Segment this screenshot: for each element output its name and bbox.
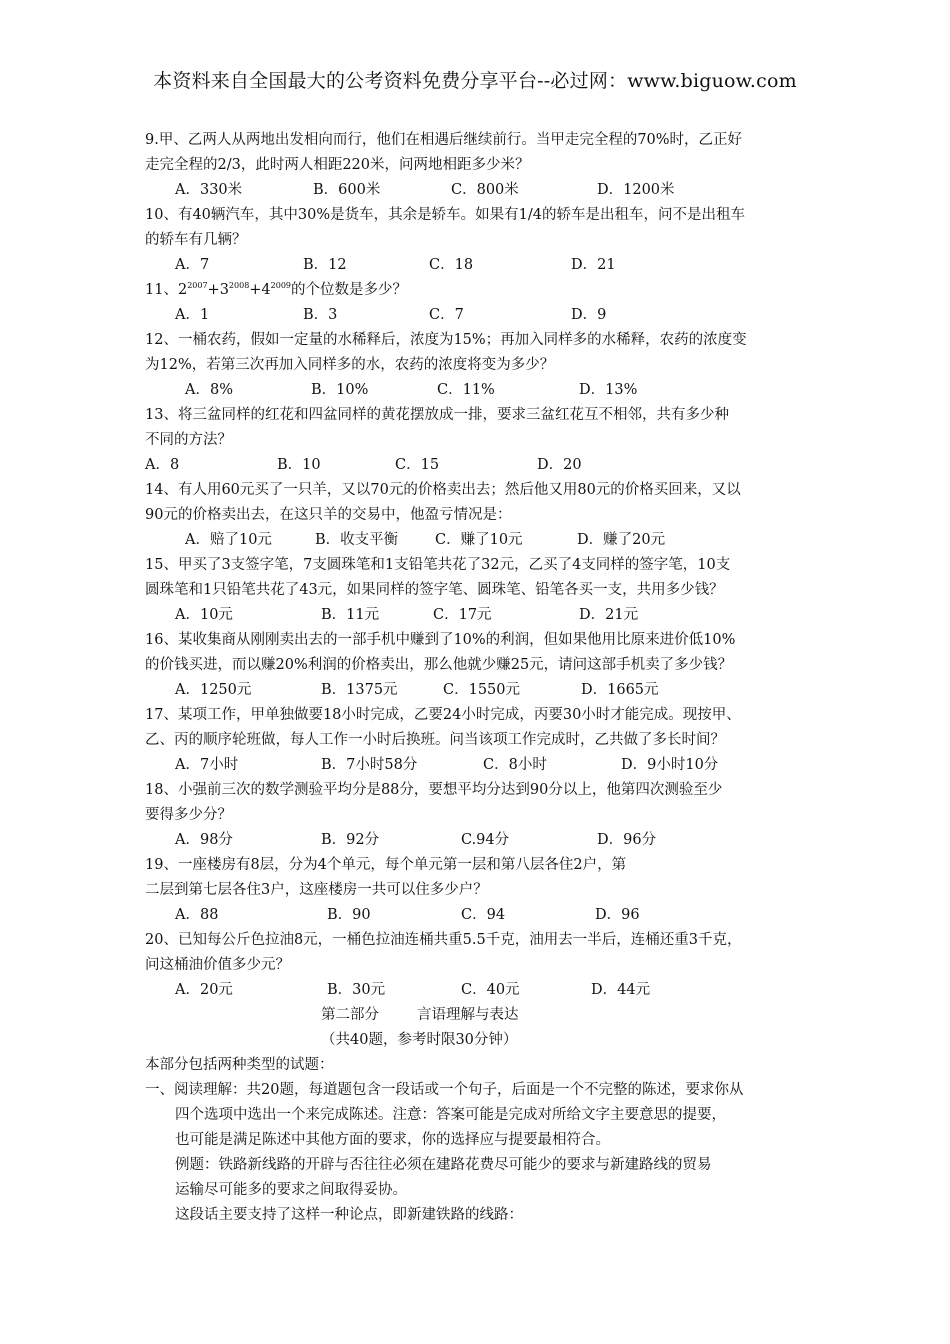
q16-line1: 16、某收集商从刚刚卖出去的一部手机中赚到了10%的利润，但如果他用比原来进价低10% <box>145 632 736 648</box>
q17-options <box>145 753 815 778</box>
q9-options <box>145 178 815 203</box>
part2-title-part: 第二部分 <box>321 1007 379 1023</box>
q10-option-d: D．21 <box>571 257 616 273</box>
q11-suffix: 的个位数是多少？ <box>291 282 408 298</box>
q12-line1: 12、一桶农药，假如一定量的水稀释后，浓度为15%；再加入同样多的水稀释，农药的浓度变 <box>145 332 747 348</box>
q10-option-c: C．18 <box>429 257 474 273</box>
q12-option-b: B．10% <box>311 382 369 398</box>
q19-option-b: B．90 <box>327 907 371 923</box>
q18-option-b: B．92分 <box>321 832 380 848</box>
q18-option-a: A．98分 <box>175 832 233 848</box>
q14-line2: 90元的价格卖出去，在这只羊的交易中，他盈亏情况是： <box>145 507 512 523</box>
q15-option-b: B．11元 <box>321 607 380 623</box>
q10-option-a: A．7 <box>175 257 210 273</box>
q16-options <box>145 678 815 703</box>
q9-option-a: A．330米 <box>175 182 243 198</box>
section1-line2: 四个选项中选出一个来完成陈述。注意：答案可能是完成对所给文字主要意思的提要， <box>175 1107 726 1123</box>
q19-line1: 19、一座楼房有8层，分为4个单元，每个单元第一层和第八层各住2户，第 <box>145 857 627 873</box>
q13-line1: 13、将三盆同样的红花和四盆同样的黄花摆放成一排，要求三盆红花互不相邻，共有多少种 <box>145 407 729 423</box>
q14-option-c: C．赚了10元 <box>435 532 523 548</box>
q19-line2: 二层到第七层各住3户，这座楼房一共可以住多少户？ <box>145 882 488 898</box>
q16-option-c: C．1550元 <box>443 682 520 698</box>
q10-options <box>145 253 815 278</box>
q11-line <box>145 278 815 303</box>
q20-line1: 20、已知每公斤色拉油8元，一桶色拉油连桶共重5.5千克，油用去一半后，连桶还重3千克， <box>145 932 742 948</box>
q12-option-d: D．13% <box>579 382 638 398</box>
section1-line3: 也可能是满足陈述中其他方面的要求，你的选择应与提要最相符合。 <box>175 1132 610 1148</box>
q9-option-c: C．800米 <box>451 182 519 198</box>
q9-line2: 走完全程的2/3，此时两人相距220米，问两地相距多少米？ <box>145 157 530 173</box>
q11-exp1: 2007 <box>187 281 208 290</box>
part2-subtitle: （共40题，参考时限30分钟） <box>321 1032 518 1048</box>
q15-option-d: D．21元 <box>579 607 639 623</box>
q11-exp3: 2009 <box>270 281 292 290</box>
q13-option-c: C．15 <box>395 457 440 473</box>
q19-options <box>145 903 815 928</box>
q15-option-c: C．17元 <box>433 607 492 623</box>
q20-option-b: B．30元 <box>327 982 386 998</box>
q9-option-d: D．1200米 <box>597 182 675 198</box>
q14-options <box>145 528 815 553</box>
q18-option-c: C.94分 <box>461 832 510 848</box>
q20-option-c: C．40元 <box>461 982 520 998</box>
q16-option-a: A．1250元 <box>175 682 252 698</box>
q16-option-b: B．1375元 <box>321 682 398 698</box>
q17-option-d: D．9小时10分 <box>621 757 719 773</box>
q19-option-d: D．96 <box>595 907 640 923</box>
q18-line1: 18、小强前三次的数学测验平均分是88分，要想平均分达到90分以上，他第四次测验至少 <box>145 782 723 798</box>
example-line1: 例题：铁路新线路的开辟与否往往必须在建路花费尽可能少的要求与新建路线的贸易 <box>175 1157 712 1173</box>
q12-option-a: A．8% <box>185 382 233 398</box>
part2-title-name: 言语理解与表达 <box>417 1007 519 1023</box>
q12-options <box>145 378 815 403</box>
q17-option-b: B．7小时58分 <box>321 757 418 773</box>
q15-options <box>145 603 815 628</box>
q16-line2: 的价钱买进，而以赚20%利润的价格卖出，那么他就少赚25元，请问这部手机卖了多少钱？ <box>145 657 733 673</box>
q13-option-d: D．20 <box>537 457 582 473</box>
q14-option-d: D．赚了20元 <box>577 532 666 548</box>
q9-option-b: B．600米 <box>313 182 381 198</box>
q14-line1: 14、有人用60元买了一只羊，又以70元的价格卖出去；然后他又用80元的价格买回来，又以 <box>145 482 741 498</box>
q18-options <box>145 828 815 853</box>
q15-line1: 15、甲买了3支签字笔，7支圆珠笔和1支铅笔共花了32元，乙买了4支同样的签字笔，10支 <box>145 557 731 573</box>
section1-line1: 一、阅读理解：共20题，每道题包含一段话或一个句子，后面是一个不完整的陈述，要求你从 <box>145 1082 744 1098</box>
q17-line1: 17、某项工作，甲单独做要18小时完成，乙要24小时完成，丙要30小时才能完成。现按甲、 <box>145 707 741 723</box>
q20-line2: 问这桶油价值多少元？ <box>145 957 290 973</box>
q11-exp2: 2008 <box>228 281 250 290</box>
q15-line2: 圆珠笔和1只铅笔共花了43元，如果同样的签字笔、圆珠笔、铅笔各买一支，共用多少钱？ <box>145 582 724 598</box>
q12-line2: 为12%，若第三次再加入同样多的水，农药的浓度将变为多少？ <box>145 357 555 373</box>
example-line2: 运输尽可能多的要求之间取得妥协。 <box>175 1182 407 1198</box>
q11-mid2: +4 <box>249 282 271 298</box>
document-body <box>145 128 815 1228</box>
q11-option-a: A．1 <box>175 307 210 323</box>
q10-option-b: B．12 <box>303 257 347 273</box>
page-header: 本资料来自全国最大的公考资料免费分享平台--必过网：www.biguow.com <box>153 70 797 92</box>
q11-option-d: D．9 <box>571 307 607 323</box>
q11-mid1: +3 <box>207 282 229 298</box>
part2-intro: 本部分包括两种类型的试题： <box>145 1057 334 1073</box>
q13-option-a: A．8 <box>145 457 180 473</box>
q14-option-a: A．赔了10元 <box>185 532 272 548</box>
q14-option-b: B．收支平衡 <box>315 532 399 548</box>
q9-line1: 9.甲、乙两人从两地出发相向而行，他们在相遇后继续前行。当甲走完全程的70%时，乙正好 <box>145 132 743 148</box>
part2-title <box>145 1003 815 1028</box>
q17-option-a: A．7小时 <box>175 757 239 773</box>
q17-line2: 乙、丙的顺序轮班做，每人工作一小时后换班。问当该项工作完成时，乙共做了多长时间？ <box>145 732 725 748</box>
q11-option-c: C．7 <box>429 307 464 323</box>
q13-options <box>145 453 815 478</box>
q12-option-c: C．11% <box>437 382 495 398</box>
q11-options <box>145 303 815 328</box>
q18-option-d: D．96分 <box>597 832 657 848</box>
q19-option-c: C．94 <box>461 907 506 923</box>
q15-option-a: A．10元 <box>175 607 233 623</box>
q11-prefix: 11、2 <box>145 282 188 298</box>
example-line3: 这段话主要支持了这样一种论点，即新建铁路的线路： <box>175 1207 523 1223</box>
q10-line1: 10、有40辆汽车，其中30%是货车，其余是轿车。如果有1/4的轿车是出租车，问不是出租车 <box>145 207 745 223</box>
q11-option-b: B．3 <box>303 307 338 323</box>
q13-line2: 不同的方法？ <box>145 432 232 448</box>
q18-line2: 要得多少分？ <box>145 807 232 823</box>
q13-option-b: B．10 <box>277 457 321 473</box>
q19-option-a: A．88 <box>175 907 219 923</box>
q17-option-c: C．8小时 <box>483 757 547 773</box>
q16-option-d: D．1665元 <box>581 682 659 698</box>
q20-option-a: A．20元 <box>175 982 233 998</box>
q20-option-d: D．44元 <box>591 982 651 998</box>
q20-options <box>145 978 815 1003</box>
q10-line2: 的轿车有几辆？ <box>145 232 247 248</box>
